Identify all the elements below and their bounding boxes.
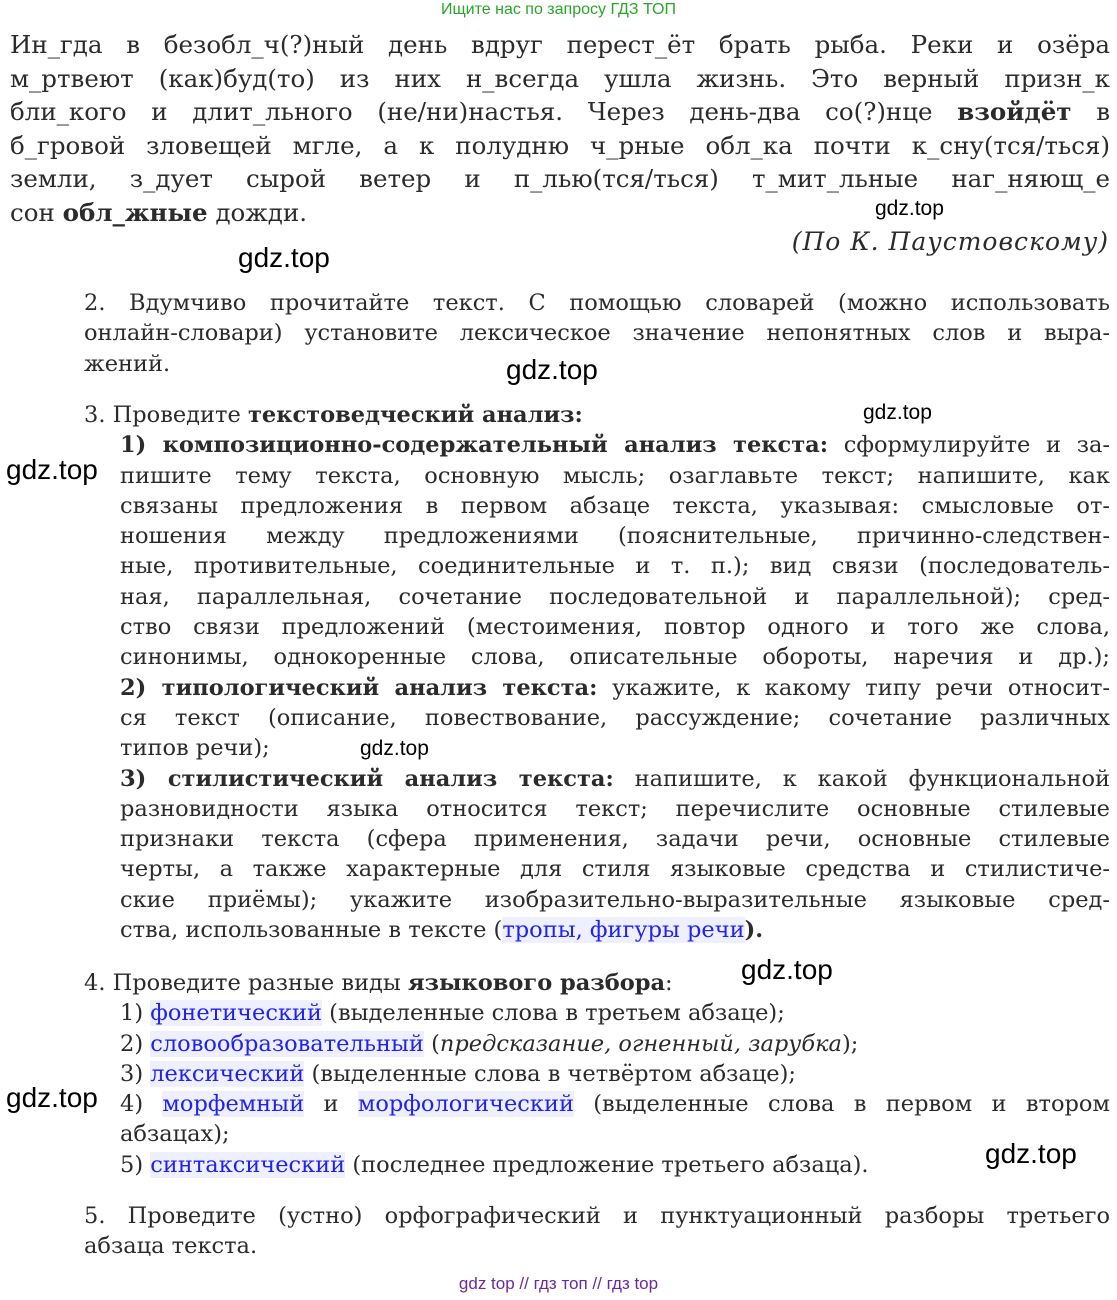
task-line: абзаца текста. bbox=[84, 1233, 258, 1260]
task-line: ся текст (описание, повествование, рассуждение; сочетание различных bbox=[120, 704, 1110, 731]
top-banner[interactable]: Ищите нас по запросу ГДЗ ТОП bbox=[441, 1, 676, 18]
subitem-5: 5) синтаксический (последнее предложение третьего абзаца). bbox=[120, 1151, 869, 1178]
main-text bbox=[10, 28, 1110, 229]
watermark: gdz.top bbox=[6, 454, 98, 485]
watermark: gdz.top bbox=[238, 242, 330, 273]
subitem-2: 2) словообразовательный (предсказание, огненный, зарубка); bbox=[120, 1030, 859, 1057]
link-syntactic[interactable]: синтаксический bbox=[150, 1151, 346, 1178]
task-line: ные, противительные, соединительные и т. п.); вид связи (последователь- bbox=[120, 553, 1110, 580]
watermark: gdz.top bbox=[875, 197, 944, 220]
link-morphemic[interactable]: морфемный bbox=[162, 1091, 305, 1118]
task-line: синонимы, однокоренные слова, описательные обороты, наречия и др.); bbox=[120, 644, 1110, 671]
subitem-3: 3) стилистический анализ текста: напишите, к какой функциональной bbox=[120, 765, 1110, 792]
link-phonetic[interactable]: фонетический bbox=[150, 1000, 323, 1027]
author-attribution: (По К. Паустовскому) bbox=[791, 227, 1109, 256]
task-line: 2. Вдумчиво прочитайте текст. С помощью словарей (можно использовать bbox=[84, 290, 1110, 316]
task-3-subitems bbox=[84, 430, 1110, 945]
text-line: Ин_гда в безобл_ч(?)ный день вдруг перест_ёт брать рыба. Реки и озёра bbox=[10, 30, 1110, 59]
task-title: 4. Проведите разные виды языкового разбора: bbox=[84, 970, 673, 996]
watermark: gdz.top bbox=[506, 354, 598, 385]
task-line: типов речи); bbox=[120, 735, 270, 762]
link-morphological[interactable]: морфологический bbox=[357, 1091, 574, 1118]
subitem-1: 1) фонетический (выделенные слова в третьем абзаце); bbox=[120, 1000, 785, 1027]
task-title: 3. Проведите текстоведческий анализ: bbox=[84, 402, 583, 428]
watermark: gdz.top bbox=[863, 401, 932, 424]
subitem-2: 2) типологический анализ текста: укажите, к какому типу речи относит- bbox=[120, 674, 1111, 701]
task-line: абзацах); bbox=[120, 1121, 230, 1148]
task-line: черты, а также характерные для стиля языковые средства и стилистиче- bbox=[120, 856, 1110, 883]
task-line: 5. Проведите (устно) орфографический и пунктуационный разборы третьего bbox=[84, 1203, 1110, 1229]
text-line: б_гровой зловещей мгле, а к полудню ч_рные обл_ка почти к_сну(тся/ться) bbox=[10, 130, 1110, 160]
text-line: земли, з_дует сырой ветер и п_лью(тся/ться) т_мит_льные наг_няющ_е bbox=[10, 164, 1110, 193]
link-lexical[interactable]: лексический bbox=[150, 1060, 305, 1087]
link-word-formation[interactable]: словообразовательный bbox=[150, 1030, 424, 1057]
task-4 bbox=[84, 968, 1110, 1180]
text-line: бли_кого и длит_льного (не/ни)настья. Через день-два со(?)нце взойдёт в bbox=[10, 97, 1110, 126]
task-line: ношения между предложениями (пояснительные, причинно-следствен- bbox=[120, 523, 1110, 550]
task-line: ство связи предложений (местоимения, повтор одного и того же слова, bbox=[120, 614, 1110, 641]
text-line: м_ртвеют (как)буд(то) из них н_всегда ушла жизнь. Это верный призн_к bbox=[10, 63, 1110, 93]
link-tropes[interactable]: тропы, фигуры речи bbox=[502, 917, 745, 944]
subitem-4: 4) морфемный и морфологический (выделенные слова в первом и втором bbox=[120, 1091, 1110, 1118]
highlighted-word: взойдёт bbox=[957, 97, 1072, 126]
watermark: gdz.top bbox=[6, 1082, 98, 1113]
task-3 bbox=[84, 400, 1110, 945]
subitem-1: 1) композиционно-содержательный анализ текста: сформулируйте и за- bbox=[120, 432, 1110, 459]
task-line: пишите тему текста, основную мысль; озаглавьте текст; напишите, как bbox=[120, 462, 1110, 489]
task-line: разновидности языка относится текст; перечислите основные стилевые bbox=[120, 795, 1110, 822]
task-line: жений. bbox=[84, 350, 171, 377]
task-4-subitems bbox=[84, 998, 1110, 1180]
task-line: признаки текста (сфера применения, задачи речи, основные стилевые bbox=[120, 826, 1110, 853]
subitem-3: 3) лексический (выделенные слова в четвёртом абзаце); bbox=[120, 1060, 796, 1087]
watermark: gdz.top bbox=[741, 954, 833, 985]
task-line: онлайн-словари) установите лексическое значение непонятных слов и выра- bbox=[84, 320, 1110, 347]
task-line: ная, параллельная, сочетание последовательной и параллельной); сред- bbox=[120, 583, 1110, 610]
text-line: сон обл_жные дожди. bbox=[10, 197, 308, 227]
highlighted-word: обл_жные bbox=[62, 197, 208, 227]
task-line: связаны предложения в первом абзаце текста, указывая: смысловые от- bbox=[120, 492, 1110, 519]
watermark: gdz.top bbox=[985, 1138, 1077, 1169]
task-5 bbox=[84, 1201, 1110, 1262]
watermark: gdz.top bbox=[360, 737, 429, 760]
task-line: ства, использованные в тексте (тропы, фигуры речи). bbox=[120, 917, 764, 944]
task-line: ские приёмы); укажите изобразительно-выразительные языковые сред- bbox=[120, 886, 1110, 913]
footer-links[interactable]: gdz top // гдз топ // гдз top bbox=[458, 1274, 659, 1293]
